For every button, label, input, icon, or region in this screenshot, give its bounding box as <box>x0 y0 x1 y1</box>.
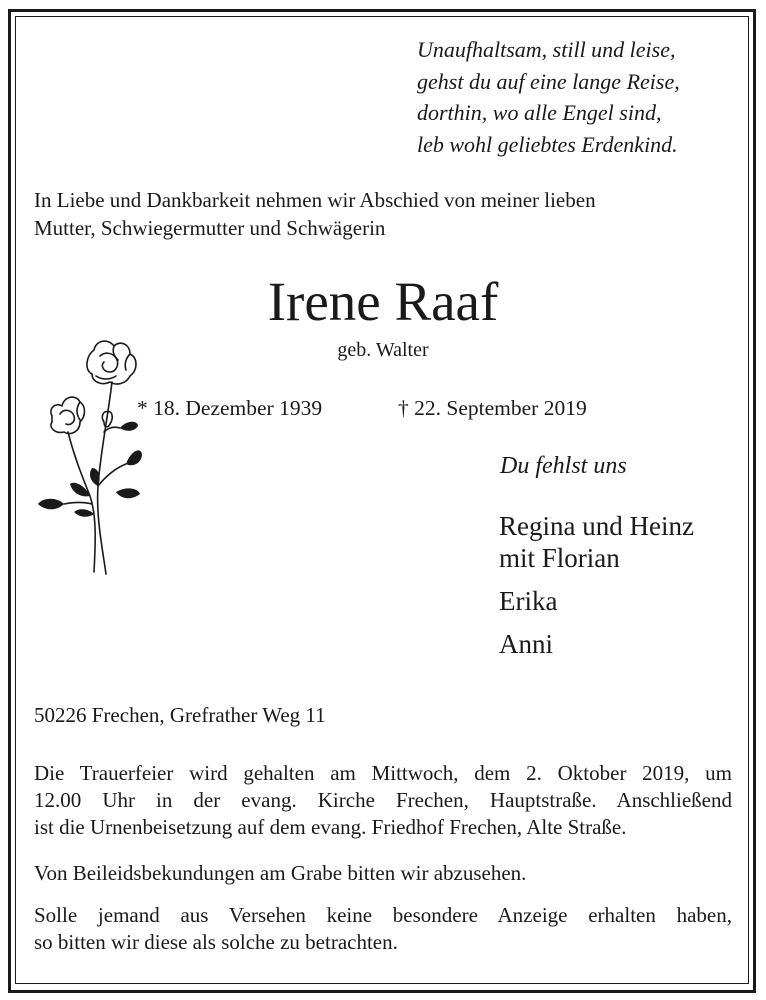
maiden-name: geb. Walter <box>337 339 429 361</box>
intro-text <box>34 186 596 242</box>
service-line: ist die Urnenbeisetzung auf dem evang. Friedhof Frechen, Alte Straße. <box>34 815 627 839</box>
mourner-name: mit Florian <box>499 543 620 573</box>
birth-date: * 18. Dezember 1939 <box>137 396 323 420</box>
mourners-list <box>499 510 694 660</box>
rose-icon <box>34 336 144 576</box>
poem-line: dorthin, wo alle Engel sind, <box>417 100 662 125</box>
intro-line: Mutter, Schwiegermutter und Schwägerin <box>34 216 386 240</box>
poem-line: gehst du auf eine lange Reise, <box>417 68 680 94</box>
mourner-name: Regina und Heinz <box>499 511 694 541</box>
deceased-name-text: Irene Raaf <box>267 271 499 332</box>
poem-line: Unaufhaltsam, still und leise, <box>417 37 676 62</box>
mourner-name: Anni <box>499 629 553 659</box>
notice-line: Solle jemand aus Versehen keine besondere Anzeige erhalten haben, <box>34 903 732 927</box>
poem-line: leb wohl geliebtes Erdenkind. <box>417 131 678 157</box>
address: 50226 Frechen, Grefrather Weg 11 <box>34 703 326 727</box>
service-line: Die Trauerfeier wird gehalten am Mittwoch, dem 2. Oktober 2019, um <box>34 761 732 785</box>
condolence-note: Von Beileidsbekundungen am Grabe bitten wir abzusehen. <box>34 861 527 885</box>
deceased-name <box>0 270 766 334</box>
notice-line: so bitten wir diese als solche zu betrachten. <box>34 930 398 954</box>
intro-line: In Liebe und Dankbarkeit nehmen wir Abschied von meiner lieben <box>34 188 596 212</box>
service-line: 12.00 Uhr in der evang. Kirche Frechen, Hauptstraße. Anschließend <box>34 788 732 812</box>
farewell-phrase: Du fehlst uns <box>500 453 627 479</box>
service-details <box>34 760 732 841</box>
notice-text <box>34 902 732 956</box>
mourner-name: Erika <box>499 586 558 616</box>
death-date: † 22. September 2019 <box>398 396 587 420</box>
poem <box>417 34 680 160</box>
